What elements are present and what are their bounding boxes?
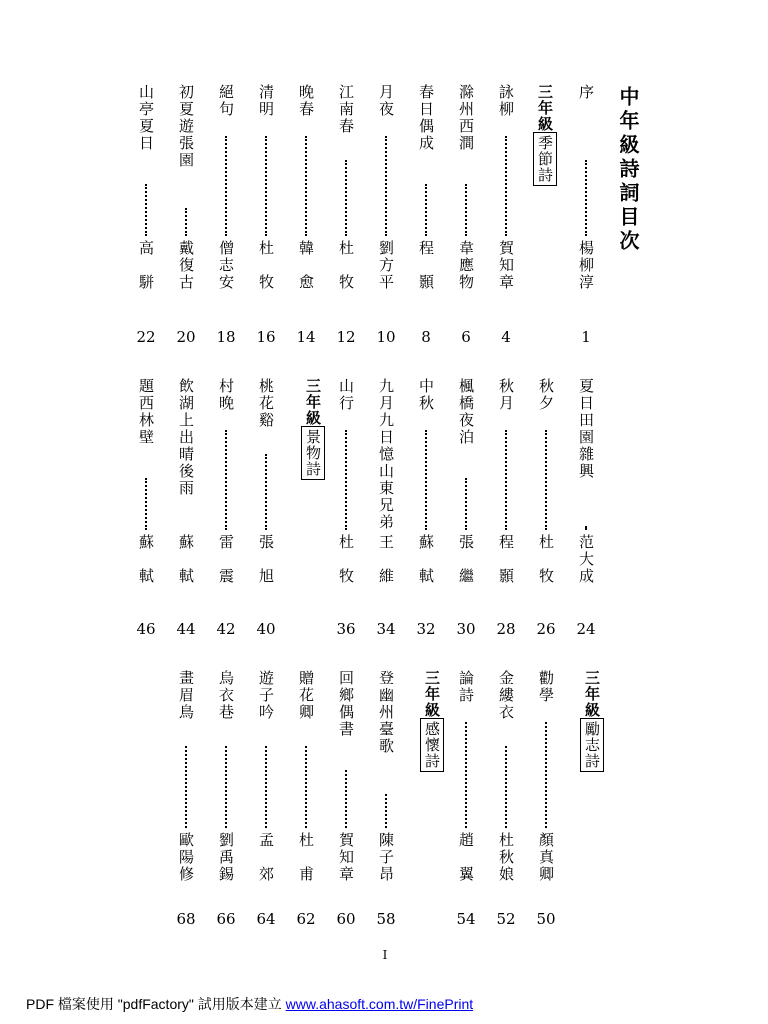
footer-text: PDF 檔案使用 "pdfFactory" 試用版本建立 xyxy=(26,996,286,1012)
dot-leader xyxy=(545,722,547,828)
entry-page-number: 8 xyxy=(421,328,431,346)
entry-author: 杜 牧 xyxy=(537,534,555,585)
toc-entry xyxy=(454,378,478,644)
grade-label: 三年級 xyxy=(423,670,441,718)
entry-title: 勸學 xyxy=(537,670,555,704)
entry-title: 烏衣巷 xyxy=(217,670,235,721)
entry-title: 清明 xyxy=(257,84,275,118)
entry-title: 秋月 xyxy=(497,378,515,412)
entry-title: 九月九日憶山東兄弟 xyxy=(377,378,395,531)
toc-entry xyxy=(334,84,358,352)
dot-leader xyxy=(585,526,587,530)
entry-author: 韋應物 xyxy=(457,240,475,291)
entry-title: 山行 xyxy=(337,378,355,412)
entry-title: 山亭夏日 xyxy=(137,84,155,152)
entry-page-number: 1 xyxy=(581,328,591,346)
footer-note xyxy=(26,994,473,1014)
grade-heading-scenery xyxy=(300,378,326,480)
entry-title: 桃花谿 xyxy=(257,378,275,429)
entry-author: 劉方平 xyxy=(377,240,395,291)
entry-author: 杜 牧 xyxy=(337,534,355,585)
entry-page-number: 62 xyxy=(296,910,316,928)
dot-leader xyxy=(225,746,227,828)
dot-leader xyxy=(385,794,387,828)
entry-title: 楓橋夜泊 xyxy=(457,378,475,446)
entry-page-number: 26 xyxy=(536,620,556,638)
toc-entry xyxy=(374,670,398,934)
toc-entry xyxy=(414,378,438,644)
category-box: 景物詩 xyxy=(301,426,325,480)
category-box: 季節詩 xyxy=(533,132,557,186)
entry-page-number: 32 xyxy=(416,620,436,638)
toc-entry xyxy=(574,378,598,644)
entry-title: 飲湖上出晴後雨 xyxy=(177,378,195,497)
dot-leader xyxy=(265,454,267,530)
entry-author: 張 繼 xyxy=(457,534,475,585)
entry-page-number: 14 xyxy=(296,328,316,346)
toc-entry xyxy=(334,378,358,644)
grade-label: 三年級 xyxy=(536,84,554,132)
grade-heading-motivation xyxy=(579,670,605,772)
dot-leader xyxy=(185,746,187,828)
dot-leader xyxy=(585,160,587,236)
dot-leader xyxy=(305,746,307,828)
entry-page-number: 60 xyxy=(336,910,356,928)
entry-page-number: 64 xyxy=(256,910,276,928)
entry-page-number: 36 xyxy=(336,620,356,638)
entry-author: 雷 震 xyxy=(217,534,235,585)
entry-title: 晚春 xyxy=(297,84,315,118)
entry-page-number: 10 xyxy=(376,328,396,346)
entry-page-number: 52 xyxy=(496,910,516,928)
toc-entry xyxy=(294,84,318,352)
toc-entry xyxy=(534,378,558,644)
entry-title: 絕句 xyxy=(217,84,235,118)
footer-link[interactable]: www.ahasoft.com.tw/FinePrint xyxy=(285,996,474,1012)
entry-title: 回鄉偶書 xyxy=(337,670,355,738)
dot-leader xyxy=(425,430,427,530)
entry-title: 論詩 xyxy=(457,670,475,704)
grade-label: 三年級 xyxy=(583,670,601,718)
entry-author: 僧志安 xyxy=(217,240,235,291)
grade-label: 三年級 xyxy=(304,378,322,426)
page-number: I xyxy=(382,948,388,962)
toc-entry xyxy=(214,84,238,352)
dot-leader xyxy=(225,136,227,236)
entry-title: 秋夕 xyxy=(537,378,555,412)
entry-page-number: 58 xyxy=(376,910,396,928)
entry-author: 孟 郊 xyxy=(257,832,275,883)
dot-leader xyxy=(145,184,147,236)
toc-entry xyxy=(374,84,398,352)
toc-entry xyxy=(294,670,318,934)
entry-page-number: 20 xyxy=(176,328,196,346)
entry-author: 蘇 軾 xyxy=(137,534,155,585)
entry-title: 詠柳 xyxy=(497,84,515,118)
entry-author: 杜 牧 xyxy=(257,240,275,291)
dot-leader xyxy=(305,136,307,236)
entry-page-number: 22 xyxy=(136,328,156,346)
entry-title: 滁州西澗 xyxy=(457,84,475,152)
entry-page-number: 28 xyxy=(496,620,516,638)
entry-title: 贈花卿 xyxy=(297,670,315,721)
entry-author: 楊柳淳 xyxy=(577,240,595,291)
dot-leader xyxy=(465,184,467,236)
toc-entry xyxy=(174,670,198,934)
entry-author: 杜 牧 xyxy=(337,240,355,291)
toc-entry xyxy=(254,670,278,934)
entry-author: 歐陽修 xyxy=(177,832,195,883)
toc-title: 中年級詩詞目次 xyxy=(616,86,640,254)
entry-title: 春日偶成 xyxy=(417,84,435,152)
entry-page-number: 68 xyxy=(176,910,196,928)
toc-entry xyxy=(494,84,518,352)
entry-page-number: 24 xyxy=(576,620,596,638)
entry-author: 戴復古 xyxy=(177,240,195,291)
dot-leader xyxy=(345,430,347,530)
entry-author: 程 顥 xyxy=(497,534,515,585)
toc-entry xyxy=(454,84,478,352)
entry-page-number: 16 xyxy=(256,328,276,346)
entry-title: 月夜 xyxy=(377,84,395,118)
dot-leader xyxy=(545,430,547,530)
entry-author: 趙 翼 xyxy=(457,832,475,883)
toc-entry xyxy=(214,378,238,644)
entry-author: 杜秋娘 xyxy=(497,832,515,883)
entry-author: 蘇 軾 xyxy=(177,534,195,585)
toc-entry xyxy=(414,84,438,352)
dot-leader xyxy=(465,722,467,828)
entry-author: 王 維 xyxy=(377,534,395,585)
toc-entry xyxy=(374,378,398,644)
entry-author: 劉禹錫 xyxy=(217,832,235,883)
toc-entry xyxy=(254,378,278,644)
grade-heading-seasons xyxy=(532,84,558,186)
dot-leader xyxy=(185,208,187,236)
dot-leader xyxy=(265,746,267,828)
entry-title: 畫眉鳥 xyxy=(177,670,195,721)
entry-title: 金縷衣 xyxy=(497,670,515,721)
dot-leader xyxy=(505,746,507,828)
entry-page-number: 66 xyxy=(216,910,236,928)
entry-author: 顏真卿 xyxy=(537,832,555,883)
entry-author: 陳子昂 xyxy=(377,832,395,883)
entry-page-number: 18 xyxy=(216,328,236,346)
dot-leader xyxy=(505,430,507,530)
toc-entry xyxy=(574,84,598,352)
dot-leader xyxy=(425,184,427,236)
entry-author: 高 駢 xyxy=(137,240,155,291)
entry-author: 賀知章 xyxy=(337,832,355,883)
entry-title: 村晚 xyxy=(217,378,235,412)
entry-title: 登幽州臺歌 xyxy=(377,670,395,755)
toc-entry xyxy=(454,670,478,934)
dot-leader xyxy=(345,160,347,236)
entry-author: 杜 甫 xyxy=(297,832,315,883)
toc-entry xyxy=(334,670,358,934)
entry-page-number: 40 xyxy=(256,620,276,638)
entry-page-number: 54 xyxy=(456,910,476,928)
toc-entry xyxy=(174,84,198,352)
entry-page-number: 34 xyxy=(376,620,396,638)
entry-author: 韓 愈 xyxy=(297,240,315,291)
entry-author: 范大成 xyxy=(577,534,595,585)
dot-leader xyxy=(145,478,147,530)
entry-page-number: 12 xyxy=(336,328,356,346)
entry-title: 序 xyxy=(577,84,595,101)
dot-leader xyxy=(385,136,387,236)
toc-entry xyxy=(254,84,278,352)
entry-author: 程 顥 xyxy=(417,240,435,291)
toc-entry xyxy=(214,670,238,934)
toc-entry xyxy=(494,378,518,644)
entry-author: 張 旭 xyxy=(257,534,275,585)
dot-leader xyxy=(505,136,507,236)
toc-entry xyxy=(494,670,518,934)
dot-leader xyxy=(345,770,347,828)
entry-title: 遊子吟 xyxy=(257,670,275,721)
entry-page-number: 50 xyxy=(536,910,556,928)
grade-heading-feelings xyxy=(419,670,445,772)
category-box: 勵志詩 xyxy=(580,718,604,772)
toc-entry xyxy=(134,84,158,352)
entry-page-number: 6 xyxy=(461,328,471,346)
entry-page-number: 30 xyxy=(456,620,476,638)
entry-title: 題西林壁 xyxy=(137,378,155,446)
toc-entry xyxy=(534,670,558,934)
entry-page-number: 4 xyxy=(501,328,511,346)
entry-title: 初夏遊張園 xyxy=(177,84,195,169)
entry-page-number: 44 xyxy=(176,620,196,638)
toc-entry xyxy=(174,378,198,644)
entry-title: 中秋 xyxy=(417,378,435,412)
dot-leader xyxy=(225,430,227,530)
entry-title: 江南春 xyxy=(337,84,355,135)
category-box: 感懷詩 xyxy=(420,718,444,772)
entry-title: 夏日田園雜興 xyxy=(577,378,595,480)
entry-page-number: 42 xyxy=(216,620,236,638)
dot-leader xyxy=(465,478,467,530)
toc-entry xyxy=(134,378,158,644)
entry-author: 賀知章 xyxy=(497,240,515,291)
entry-page-number: 46 xyxy=(136,620,156,638)
entry-author: 蘇 軾 xyxy=(417,534,435,585)
dot-leader xyxy=(265,136,267,236)
